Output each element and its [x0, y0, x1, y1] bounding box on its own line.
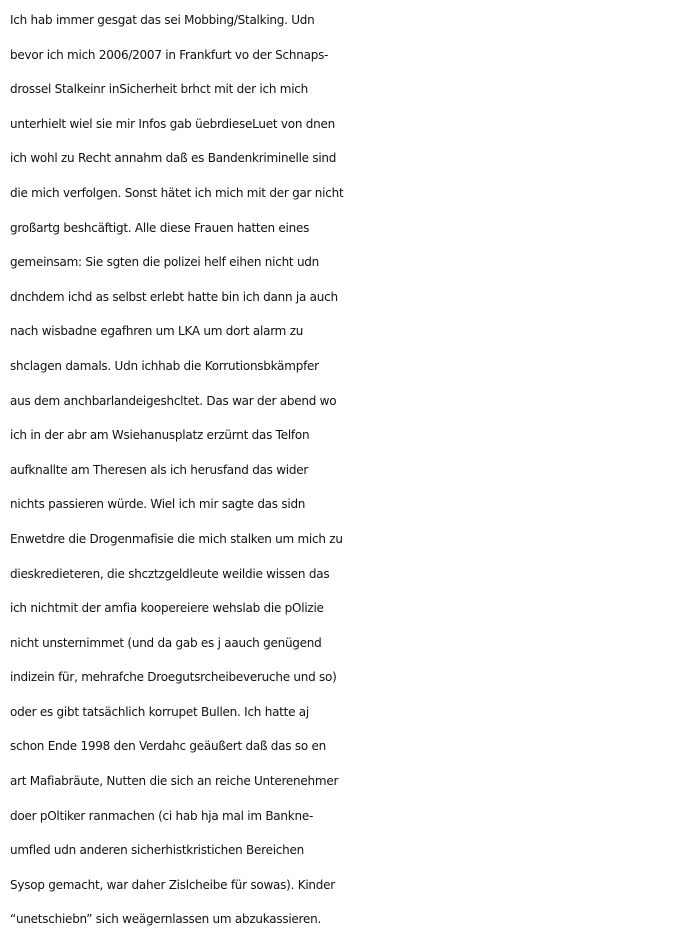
- text-line: Sysop gemacht, war daher Zislcheibe für sowas). Kinder: [10, 877, 335, 892]
- document-text: [10, 3, 682, 937]
- text-line: doer pOltiker ranmachen (ci hab hja mal im Bankne-: [10, 808, 314, 823]
- text-line: die mich verfolgen. Sonst hätet ich mich mit der gar nicht: [10, 185, 344, 200]
- text-line: gemeinsam: Sie sgten die polizei helf eihen nicht udn: [10, 255, 320, 270]
- text-line: nicht unsternimmet (und da gab es j aauch genügend: [10, 635, 322, 650]
- text-line: drossel Stalkeinr inSicherheit brhct mit der ich mich: [10, 82, 308, 97]
- text-line: schon Ende 1998 den Verdahc geäußert daß das so en: [10, 739, 326, 754]
- text-line: nichts passieren würde. Wiel ich mir sagte das sidn: [10, 497, 306, 512]
- text-line: shclagen damals. Udn ichhab die Korrutionsbkämpfer: [10, 358, 319, 373]
- text-line: nach wisbadne egafhren um LKA um dort alarm zu: [10, 324, 304, 339]
- text-line: oder es gibt tatsächlich korrupet Bullen. Ich hatte aj: [10, 704, 309, 719]
- text-line: Ich hab immer gesgat das sei Mobbing/Stalking. Udn: [10, 13, 315, 27]
- text-line: ich nichtmit der amfia koopereiere wehslab die pOlizie: [10, 601, 324, 616]
- text-line: dnchdem ichd as selbst erlebt hatte bin ich dann ja auch: [10, 289, 338, 304]
- text-line: umfled udn anderen sicherhistkristichen Bereichen: [10, 843, 304, 858]
- text-line: aufknallte am Theresen als ich herusfand das wider: [10, 462, 309, 477]
- text-line: indizein für, mehrafche Droegutsrcheibeveruche und so): [10, 670, 337, 685]
- text-line: bevor ich mich 2006/2007 in Frankfurt vo der Schnaps-: [10, 47, 329, 62]
- text-line: großartg beshcäftigt. Alle diese Frauen hatten eines: [10, 220, 310, 235]
- text-line: unterhielt wiel sie mir Infos gab üebrdieseLuet von dnen: [10, 116, 335, 131]
- text-line: Enwetdre die Drogenmafisie die mich stalken um mich zu: [10, 531, 343, 546]
- text-line: art Mafiabräute, Nutten die sich an reiche Unterenehmer: [10, 774, 339, 789]
- text-line: dieskredieteren, die shcztzgeldleute weildie wissen das: [10, 566, 330, 581]
- text-line: ich wohl zu Recht annahm daß es Bandenkriminelle sind: [10, 151, 337, 166]
- text-line: “unetschiebn” sich weägernlassen um abzukassieren.: [10, 912, 322, 927]
- text-line: aus dem anchbarlandeigeshcltet. Das war der abend wo: [10, 393, 337, 408]
- text-line: ich in der abr am Wsiehanusplatz erzürnt das Telfon: [10, 428, 310, 443]
